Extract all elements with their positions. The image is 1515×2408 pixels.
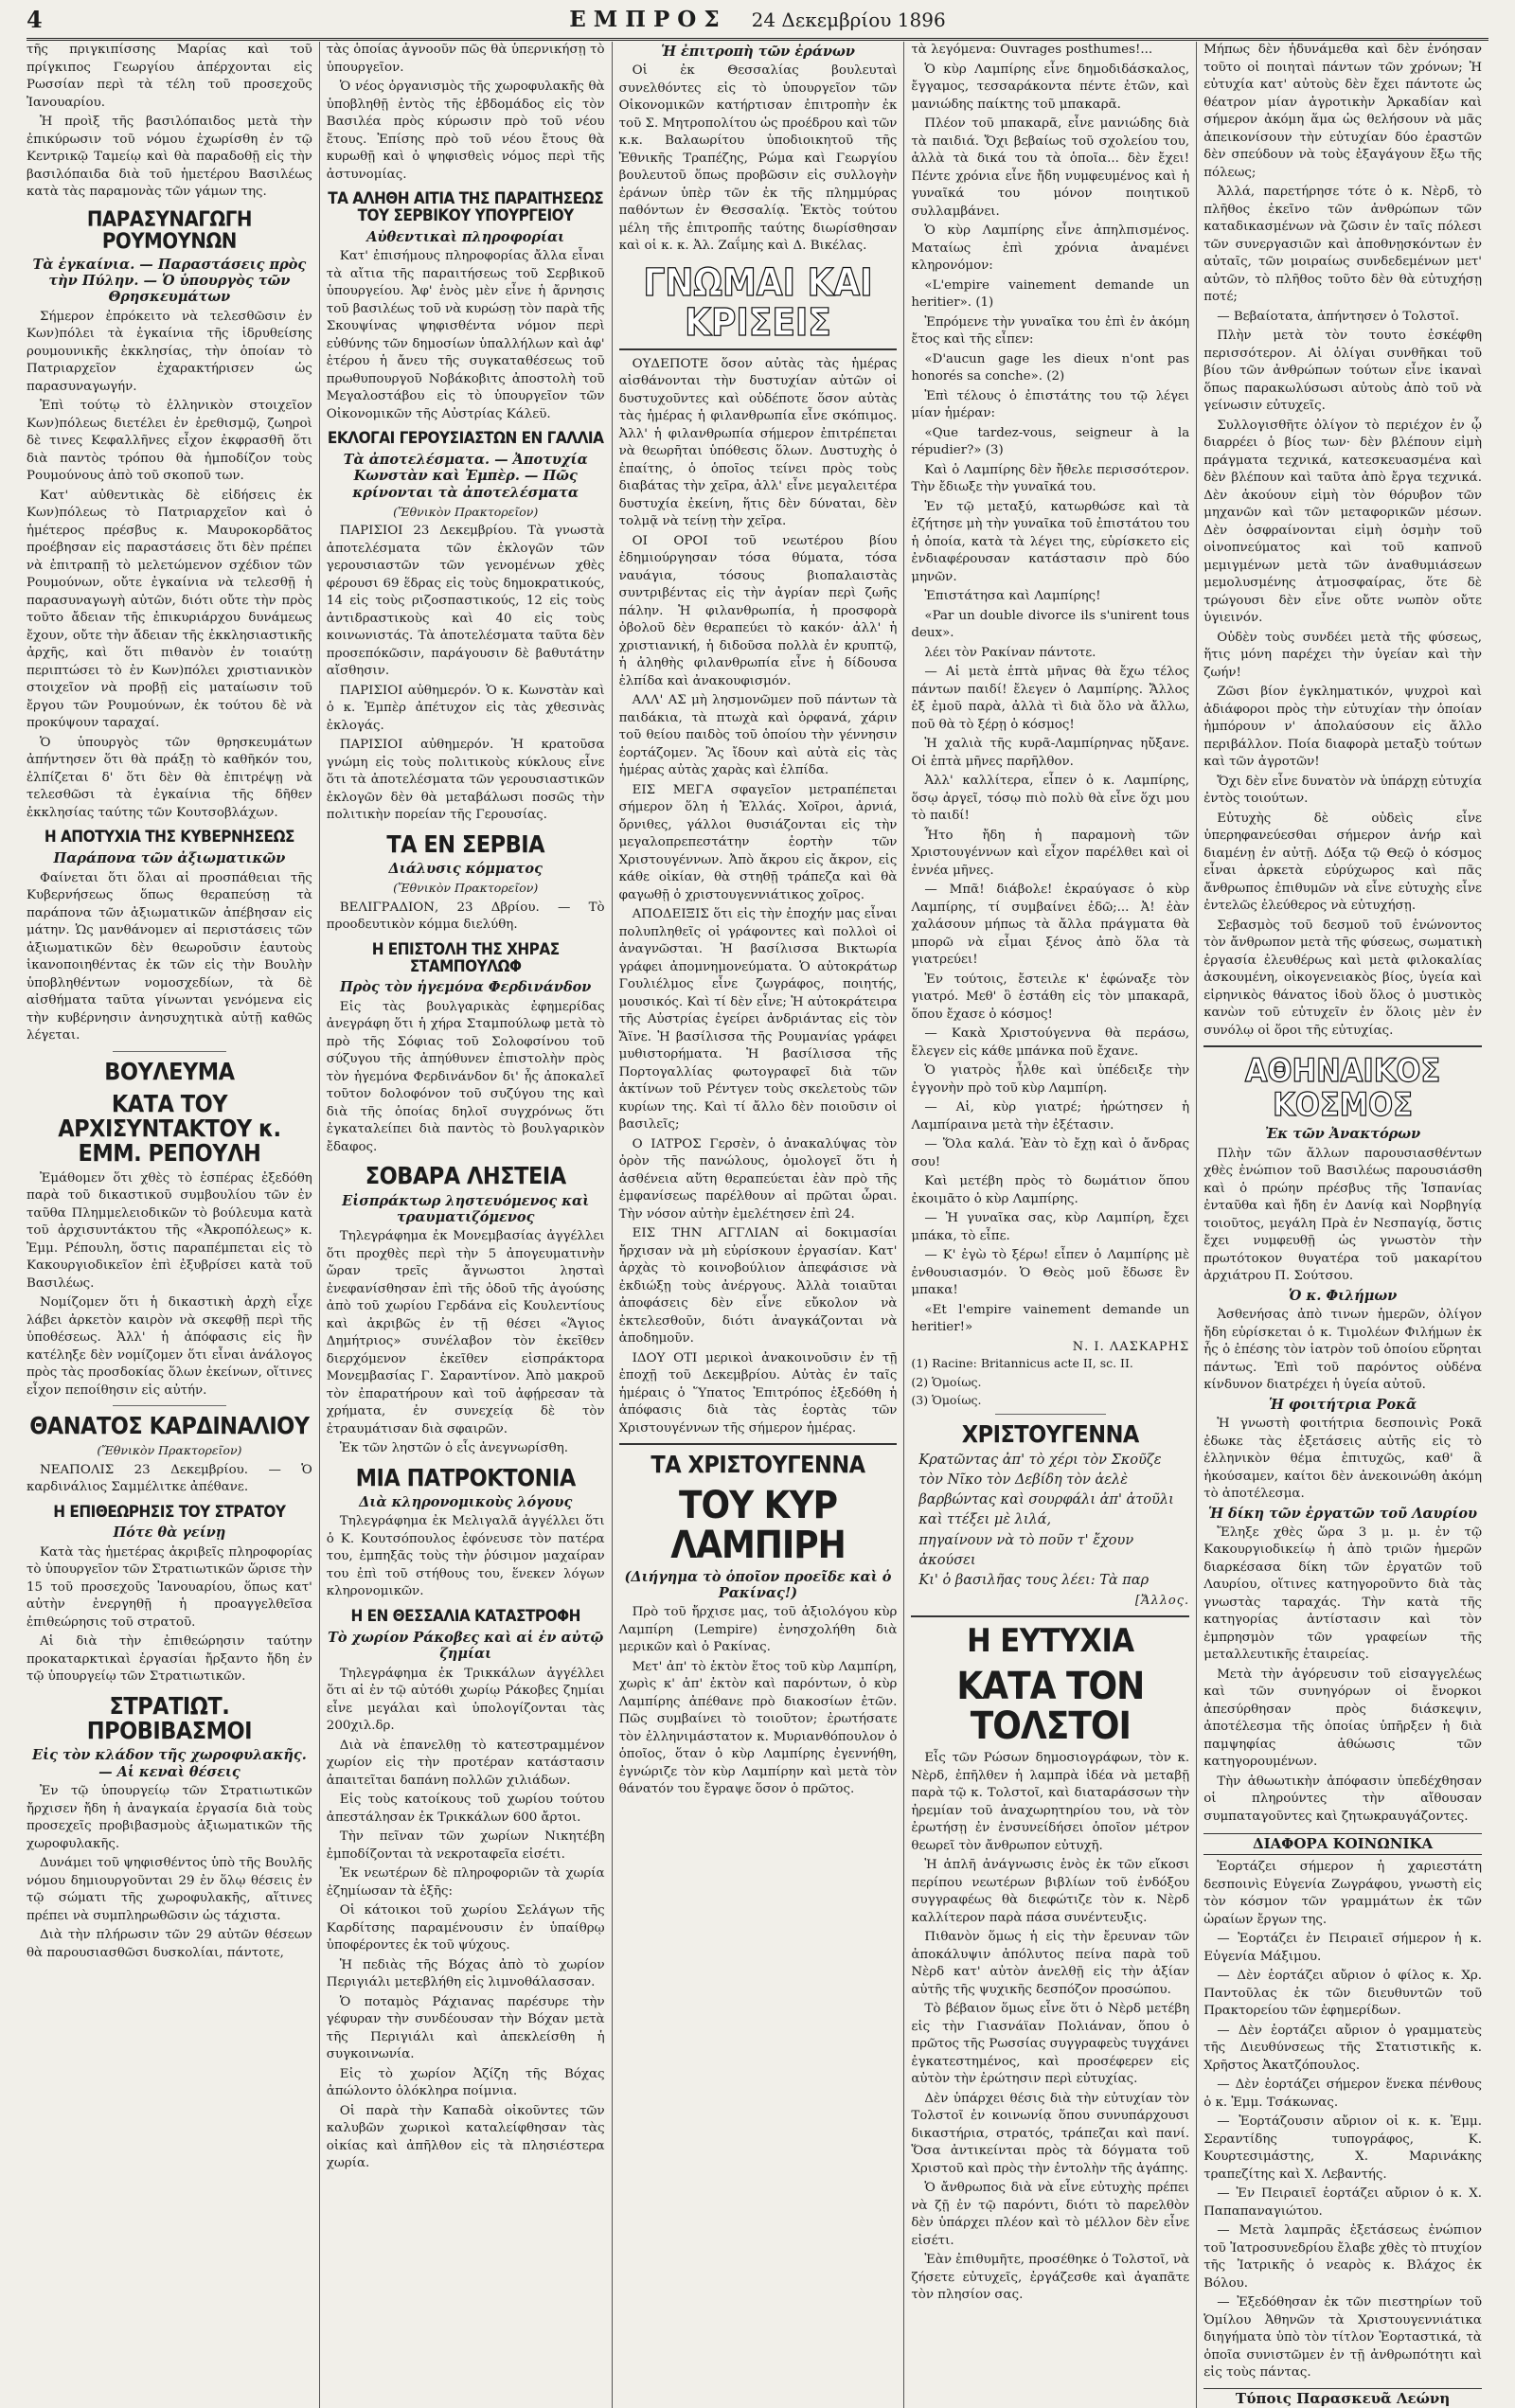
article-text: Ἐκ τῶν ληστῶν ὁ εἷς ἀνεγνωρίσθη.	[339, 1441, 568, 1456]
article-text: Μήπως δὲν ἠδυνάμεθα καὶ δὲν ἐνόησαν τοῦτο οἱ ποιηταὶ πάντων τῶν χρόνων; Ἡ εὐτυχία κατ' αὐτοὺς δὲν ἔχει πάντοτε ὡς θέατρον μίαν ἀγροτικὴν Ἀρκαδίαν καὶ σήμερον ἀκόμη ἅμα ὡς θελήσουν νὰ μᾶς ἀπεικονίσουν τὴν εὐτυχίαν δύο ἐραστῶν δὲν σπεύδουν νὰ τοὺς ἐξαγάγουν ἔξω τῆς πόλεως;	[1203, 43, 1482, 180]
subheadline: Ἡ φοιτήτρια Ροκᾶ	[1268, 1396, 1417, 1413]
article-text: Ἡ προὶξ τῆς βασιλόπαιδος μετὰ τὴν ἐπικύρωσιν τοῦ νόμου ἐχωρίσθη ἐν τῷ Κεντρικῷ Ταμείῳ καὶ θὰ παραδοθῇ εἰς τὴν βασιλόπαιδα διὰ τοῦ ἡμετέρου Βασιλέως κατὰ τὰς παραμονὰς τῶν γάμων της.	[27, 115, 312, 199]
article-text: Ἐπὶ τούτῳ τὸ ἑλληνικὸν στοιχεῖον Κων)πόλεως διετέλει ἐν ἐρεθισμῷ, ζωηροὶ δὲ τινες Κεφαλλῆνες εἶχον ἐκφρασθῆ ὅτι διὰ παντὸς τρόπου θὰ ἠμποδίζον τοὺς Ρουμούνους ἀπὸ τοῦ σκοποῦ των.	[27, 399, 312, 484]
article-text: Οὐδὲν τοὺς συνδέει μετὰ τῆς φύσεως, ἥτις μόνη παρέχει τὴν ὑγείαν καὶ τὴν ζωήν!	[1203, 630, 1482, 680]
subheadline: Εἰς τὸν κλάδον τῆς χωροφυλακῆς. — Αἱ κεναὶ θέσεις	[32, 1747, 307, 1780]
article-text: Συλλογισθῆτε ὀλίγον τὸ περιέχον ἐν ᾧ διαρρέει ὁ βίος των· δὲν βλέπουν εἰμὴ πράγματα τεχνικά, κατεσκευασμένα καὶ δὲν βλέπουν καὶ ταῦτα ἀπὸ ἔργα τεχνικά. Δὲν ἀκούουν εἰμὴ τὸν θόρυβον τῶν μηχανῶν καὶ τῶν μεταφορικῶν μέσων. Δὲν ὀσφραίνονται εἰμὴ ὀσμὴν τοῦ οἰνοπνεύματος καὶ τοῦ καπνοῦ μεμιγμένων μετὰ τῶν ἀναθυμιάσεων μεμολυσμένης ἀτμοσφαίρας, ὅτε δὲ τρώγουσι δὲν εἶνε οὔτε νωπὸν οὔτε ὑγιεινόν.	[1203, 418, 1482, 625]
article-text: τὰς ὁποίας ἀγνοοῦν πῶς θὰ ὑπερνικήσῃ τὸ ὑπουργεῖον.	[326, 43, 605, 75]
article-text: Ὁ ἄνθρωπος διὰ νὰ εἶνε εὐτυχὴς πρέπει νὰ ζῇ ἐν τῷ παρόντι, διότι τὸ παρελθὸν δὲν ὑπάρχει πλέον καὶ τὸ μέλλον δὲν εἶνε εἰσέτι.	[911, 2181, 1190, 2248]
newspaper-title: ΕΜΠΡΟΣ	[569, 6, 727, 32]
article-text: Ἔληξε χθὲς ὥρα 3 μ. μ. ἐν τῷ Κακουργιοδικείῳ ἡ ἀπὸ τριῶν ἡμερῶν διαρκέσασα δίκη τῶν ἐργατῶν τοῦ Λαυρίου, οἵτινες κατηγοροῦντο διὰ τὰς γνωστὰς ταραχάς. Τὴν κατὰ τῆς κατηγορίας ἀντίστασιν καὶ τὸν ἐμπρησμὸν τῶν γραφείων τῆς μεταλλευτικῆς ἑταιρείας.	[1203, 1525, 1482, 1663]
article-text: Ο ΙΑΤΡΟΣ Γερσὲν, ὁ ἀνακαλύψας τὸν ὀρὸν τῆς πανώλους, ὁμολογεῖ ὅτι ἡ ἀσθένεια αὕτη θεραπεύεται ἐὰν πρὸ τῆς ἐμφανίσεως παρέλθουν αἱ πρῶται ὧραι. Τὴν νόσον αὐτὴν ἐμελέτησεν ἐπὶ 24.	[618, 1136, 898, 1222]
columns	[27, 42, 1488, 2407]
article-text: Διὰ τὴν πλήρωσιν τῶν 29 αὐτῶν θέσεων θὰ παρουσιασθῶσι δυσκολίαι, πάντοτε,	[27, 1928, 312, 1960]
article-text: Εἰς τοὺς κατοίκους τοῦ χωρίου τούτου ἀπεστάλησαν ἐκ Τρικκάλων 600 ἄρτοι.	[326, 1793, 605, 1825]
article-text: «D'aucun gage les dieux n'ont pas honorés sa conche». (2)	[911, 351, 1190, 383]
masthead	[27, 0, 1488, 41]
article-text: Ἐπιστάτησα καὶ Λαμπίρης!	[924, 589, 1101, 603]
article-text: — Ἐξεδόθησαν ἐκ τῶν πιεστηρίων τοῦ Ὁμίλου Ἀθηνῶν τὰ Χριστουγεννιάτικα διηγήματα ὑπὸ τὸν τίτλον Ἑορταστικά, τὰ ὁποῖα συνιστῶμεν ἐν τῇ ἀνθρωπότητι καὶ εἰς τοὺς πάντας.	[1203, 2295, 1482, 2381]
subheadline: Ἡ δίκη τῶν ἐργατῶν τοῦ Λαυρίου	[1208, 1505, 1478, 1522]
article-text: — Ὅλα καλά. Ἐὰν τὸ ἔχῃ καὶ ὁ ἄνδρας σου!	[911, 1137, 1190, 1169]
article-text: Ἐν τούτοις, ἔστειλε κ' ἐφώναξε τὸν γιατρό. Μεθ' ὃ ἐστάθη εἰς τὸν μπακαρᾶ, ὅπου ἔχασε ὁ κόσμος!	[911, 972, 1190, 1022]
section-headline: ΑΘΗΝΑΙΚΟΣ ΚΟΣΜΟΣ	[1244, 1052, 1441, 1124]
article-text: ΠΑΡΙΣΙΟΙ αὐθημερόν. Ὁ κ. Κωνστὰν καὶ ὁ κ. Ἐμπὲρ ἀπέτυχον εἰς τὰς χθεσινὰς ἐκλογάς.	[326, 683, 605, 733]
article-text: Ἡ γνωστὴ φοιτήτρια δεσποινὶς Ροκᾶ ἐδωκε τὰς ἐξετάσεις αὐτῆς εἰς τὸ ἑλληνικὸν θέμα ἐπιτυχῶς, καθ' ἃ ἠκούσαμεν, καίτοι δὲν ἀνεκοινώθη ἀκόμη τὸ ἀποτέλεσμα.	[1203, 1417, 1482, 1502]
article-text: Πλὴν τῶν ἄλλων παρουσιασθέντων χθὲς ἐνώπιον τοῦ Βασιλέως παρουσιάσθη καὶ ὁ πρώην πρέσβυς τῆς Ἱσπανίας ἐνταῦθα καὶ ἤδη ἐν Δανίᾳ καὶ Νορβηγίᾳ τοιοῦτος, μεγάλη Πρὰ ἐν Νεσπαγίᾳ, ὅστις ἔχει νυμφευθῇ ὡς γνωστὸν τὴν πρωτότοκον θυγατέρα τοῦ μακαρίτου ἀρχιάτρου Π. Σούτσου.	[1203, 1146, 1482, 1284]
article-text: Εἰς τὸ χωρίον Ἀζίζη τῆς Βόχας ἀπώλοντο ὁλόκληρα ποίμνια.	[326, 2066, 605, 2099]
headline: Η ΕΠΙΘΕΩΡΗΣΙΣ ΤΟΥ ΣΤΡΑΤΟΥ	[53, 1502, 286, 1522]
article-text: τῆς πριγκιπίσσης Μαρίας καὶ τοῦ πρίγκιπος Γεωργίου ἀπέρχονται εἰς Ρωσσίαν περὶ τὰ τέλη τοῦ προσεχοῦς Ἰανουαρίου.	[27, 43, 312, 110]
article-text: — Μετὰ λαμπρᾶς ἐξετάσεως ἐνώπιον τοῦ Ἰατροσυνεδρίου ἔλαβε χθὲς τὸ πτυχίον τῆς Ἰατρικῆς ὁ νεαρὸς κ. Βλάχος ἐκ Βόλου.	[1203, 2223, 1482, 2291]
article-text: — Ἡ γυναῖκα σας, κὺρ Λαμπίρη, ἔχει μπάκα, τὸ εἶπε.	[911, 1211, 1190, 1243]
article-text: Ἀλλ' καλλίτερα, εἶπεν ὁ κ. Λαμπίρης, ὅσῳ ἀργεῖ, τόσῳ πιὸ πολὺ θὰ εἶνε ὅχι μου τὸ παιδί!	[911, 774, 1190, 823]
article-text: Ὁ κὺρ Λαμπίρης εἶνε δημοδιδάσκαλος, ἔγγαμος, τεσσαράκοντα πέντε ἐτῶν, καὶ μανιώδης παίκτης τοῦ μπακαρᾶ.	[911, 62, 1190, 112]
article-text: ΝΕΑΠΟΛΙΣ 23 Δεκεμβρίου. — Ὁ καρδινάλιος Σαμμέλιτκε ἀπέθανε.	[27, 1462, 312, 1495]
headline: ΤΑ ΧΡΙΣΤΟΥΓΕΝΝΑ	[651, 1451, 865, 1479]
footnote: (3) Ὁμοίως.	[911, 1392, 982, 1407]
article-text: — Ἑορτάζουσιν αὔριον οἱ κ. κ. Ἐμμ. Σεραντίδης τυπογράφος, Κ. Κουρτεσιμάστης, Χ. Μαρινάκης τραπεζίτης καὶ Χ. Λεβαντής.	[1203, 2114, 1482, 2182]
column-2	[319, 42, 612, 2408]
poem-line: τὸν Νῖκο τὸν Δεβίδη τὸν ἀελὲ	[918, 1472, 1129, 1489]
headline: ΔΙΑΦΟΡΑ ΚΟΙΝΩΝΙΚΑ	[1203, 1833, 1482, 1855]
headline: ΚΑΤΑ ΤΟΥ ΑΡΧΙΣΥΝΤΑΚΤΟΥ κ. ΕΜΜ. ΡΕΠΟΥΛΗ	[58, 1089, 281, 1168]
article-text: Τηλεγράφημα ἐκ Μελιγαλᾶ ἀγγέλλει ὅτι ὁ Κ. Κουτσόπουλος ἐφόνευσε τὸν πατέρα του, ἐμπηξᾶς τοὺς τὴν ῥύσιμον μαχαίραν του ἐπὶ τοῦ στήθους του, ἕνεκεν λόγων κληρονομικῶν.	[326, 1514, 605, 1599]
article-text: Καὶ ὁ Λαμπίρης δὲν ἤθελε περισσότερον. Τὴν ἔδιωξε τὴν γυναῖκά του.	[911, 462, 1190, 494]
footnote: (2) Ὁμοίως.	[911, 1374, 982, 1389]
article-text: ΟΙ ΟΡΟΙ τοῦ νεωτέρου βίου ἐδημιούργησαν τόσα θύματα, τόσα ναυάγια, τόσους βιοπαλαιστὰς συντριβέντας εἰς τὴν ἀγρίαν περὶ ζωῆς πάλην. Ἡ φιλανθρωπία, ἡ προσφορὰ ὀβολοῦ δὲν θεραπεύει τὸ κακόν· ἀλλ' ἡ χριστιανική, ἡ διδοῦσα πολλὰ ἐν κρυπτῷ, ἡ ἀληθὴς φιλανθρωπία εἶνε ἡ δίδουσα ἐλπίδα καὶ ἀνακουφισμόν.	[618, 533, 898, 688]
article-text: Πλέον τοῦ μπακαρᾶ, εἶνε μανιώδης διὰ τὰ παιδιά. Ὄχι βεβαίως τοῦ σχολείου του, ἀλλὰ τὰ δικά του τὰ ὁποῖα... δὲν ἔχει! Πέντε χρόνια εἶνε ἤδη νυμφευμένος καὶ ἡ γυναῖκά του μόνον ποιητικοῦ συλλαμβάνει.	[911, 116, 1190, 219]
headline: Η ΕΥΤΥΧΙΑ	[967, 1622, 1134, 1661]
article-text: ΙΔΟΥ ΟΤΙ μερικοὶ ἀνακοινοῦσιν ἐν τῇ ἐποχῇ τοῦ Δεκεμβρίου. Αὐτὰς ἐν ταῖς ἡμέραις ὁ Ὕπατος Ἐπιτρόπος ἐξεδόθη ἡ ἀπόφασις διὰ τὰς ἑορτὰς τῶν Χριστουγέννων τῆς σήμερον ἡμέρας.	[618, 1350, 898, 1436]
article-text: Ἐκ νεωτέρων δὲ πληροφοριῶν τὰ χωρία ἐζημίωσαν τὰ ἑξῆς:	[326, 1866, 605, 1899]
headline: Η ΕΝ ΘΕΣΣΑΛΙΑ ΚΑΤΑΣΤΡΟΦΗ	[350, 1606, 580, 1626]
headline: ΤΑ ΑΛΗΘΗ ΑΙΤΙΑ ΤΗΣ ΠΑΡΑΙΤΗΣΕΩΣ ΤΟΥ ΣΕΡΒΙΚΟΥ ΥΠΟΥΡΓΕΙΟΥ	[328, 189, 604, 225]
subheadline: Εἰσπράκτωρ ληστευόμενος καὶ τραυματιζόμενος	[342, 1192, 590, 1225]
headline: ΚΑΤΑ ΤΟΝ ΤΟΛΣΤΟΙ	[956, 1665, 1145, 1749]
article-text: Ὁ ποταμὸς Ράχιανας παρέσυρε τὴν γέφυραν τὴν συνδέουσαν τὴν Βόχαν μετὰ τῆς Περιγιάλι καὶ ἀπεκλείσθη ἡ συγκοινωνία.	[326, 1994, 605, 2062]
article-text: Τηλεγράφημα ἐκ Τρικκάλων ἀγγέλλει ὅτι αἱ ἐν τῷ αὐτόθι χωρίῳ Ράκοβες ζημίαι εἶνε μεγάλαι καὶ ὑπολογίζονται τὰς 200χιλ.δρ.	[326, 1666, 605, 1734]
article-text: «L'empire vainement demande un heritier». (1)	[911, 277, 1190, 310]
headline: ΕΚΛΟΓΑΙ ΓΕΡΟΥΣΙΑΣΤΩΝ ΕΝ ΓΑΛΛΙΑ	[327, 429, 604, 449]
article-text: Ὄχι δὲν εἶνε δυνατὸν νὰ ὑπάρχῃ εὐτυχία ἐντὸς τοιούτων.	[1203, 774, 1482, 806]
article-text: ΠΑΡΙΣΙΟΙ 23 Δεκεμβρίου. Τὰ γνωστὰ ἀποτελέσματα τῶν ἐκλογῶν τῶν γερουσιαστῶν τῶν γενομένων χθὲς φέρουσι 69 ἕδρας εἰς τοὺς δημοκρατικούς, 14 εἰς τοὺς ριζοσπαστικούς, 12 εἰς τοὺς ἀντιδραστικοὺς καὶ 40 εἰς τοὺς κοινωνιστάς. Τὰ ἀποτελέσματα ταῦτα δὲν προσεπόκῶσιν, παράγουσιν δὲ βαθυτάτην αἴσθησιν.	[326, 524, 605, 679]
article-text: «Par un double divorce ils s'unirent tous deux».	[911, 608, 1190, 640]
article-text: Αἱ διὰ τὴν ἐπιθεώρησιν ταύτην προκαταρκτικαὶ ἐργασίαι ἤρξαντο ἤδη ἐν τῷ ὑπουργείῳ τῶν Στρατιωτικῶν.	[27, 1634, 312, 1685]
headline: ΤΑ ΕΝ ΣΕΡΒΙΑ	[386, 829, 545, 858]
headline: ΜΙΑ ΠΑΤΡΟΚΤΟΝΙΑ	[355, 1463, 576, 1491]
subheadline: Παράπονα τῶν ἀξιωματικῶν	[53, 850, 286, 867]
article-text: Πλὴν μετὰ τὸν τουτο ἐσκέφθη περισσότερον. Αἱ ὀλίγαι συνθῆκαι τοῦ βίου τῶν ἀνθρώπων τούτων εἶνε ἱκαναὶ ὅπως παρακωλύσωσι αὐτοὺς ἀπὸ τοῦ νὰ γείνωσιν εὐτυχεῖς.	[1203, 329, 1482, 413]
article-text: Ἐν τῷ μεταξύ, κατωρθώσε καὶ τὰ ἐζήτησε μὴ τὴν γυναῖκα τοῦ ἐπιστάτου του ἡ ὁποία, κατὰ τὰ λέγει της, εὑρίσκετο εἰς ἐνδιαφέρουσαν κατάστασιν πρὸ δύο μηνῶν.	[911, 499, 1190, 584]
issue-date: 24 Δεκεμβρίου 1896	[751, 8, 946, 31]
article-text: — Βεβαίοτατα, ἀπήντησεν ὁ Τολστοῖ.	[1217, 309, 1459, 324]
article-text: — Μπᾶ! διάβολε! ἐκραύγασε ὁ κὺρ Λαμπίρης, τί συμβαίνει ἐδῶ;... Ἀ! ἐὰν χαλάσουν μήπως τὰ ἄλλα πράγματα θὰ μπορῶ νὰ εἶμαι ξένος ἀπὸ ὅλα τὰ γιατρεύει!	[911, 883, 1190, 967]
article-text: Σεβασμὸς τοῦ δεσμοῦ τοῦ ἑνώνοντος τὸν ἄνθρωπον μετὰ τῆς φύσεως, σωματικὴ ἐργασία ἐλευθέρως καὶ μετὰ φιλοκαλίας ἀσκουμένη, οἰκογενειακὸς βίος, ὑγεία καὶ εἰρηνικὸς θάνατος ἰδοὺ ὅλος ὁ μυστικὸς κανὼν τοῦ εὐτυχεῖν ἐν ὅλοις μὲν ἐν συνόλῳ οἱ ὅροι τῆς εὐτυχίας.	[1203, 918, 1482, 1038]
article-text: — Δὲν ἑορτάζει σήμερον ἕνεκα πένθους ὁ κ. Ἐμμ. Τσάκωνας.	[1203, 2078, 1482, 2110]
article-text: Τὸ βέβαιον ὅμως εἶνε ὅτι ὁ Νὲρδ μετέβη εἰς τὴν Γιασνάϊαν Πολιάναν, ὅπου ὁ πρῶτος τῆς Ρωσσίας συγγραφεὺς τυγχάνει ἐγκατεστημένος, καὶ προσέφερεν εἰς αὐτὸν τὴν ἐρώτησιν περὶ εὐτυχίας.	[911, 2002, 1190, 2087]
article-text: ΒΕΛΙΓΡΑΔΙΟΝ, 23 Δβρίου. — Τὸ προοδευτικὸν κόμμα διελύθη.	[326, 900, 605, 933]
article-text: Πρὸ τοῦ ἤρχισε μας, τοῦ ἀξιολόγου κὺρ Λαμπίρη (Lempire) ἐνησχολήθη διὰ μερικῶν καὶ ὁ Ρακίνας.	[618, 1605, 898, 1655]
article-text: ΠΑΡΙΣΙΟΙ αὐθημερόν. Ἡ κρατοῦσα γνώμη εἰς τοὺς πολιτικοὺς κύκλους εἶνε ὅτι τὰ ἀποτελέσματα τῶν γερουσιαστικῶν ἐκλογῶν δὲν θὰ μεταβάλωσι ποσῶς τὴν πολιτικὴν πορείαν τῆς Γερουσίας.	[326, 738, 605, 823]
article-text: Τὴν πεῖναν τῶν χωρίων Νικητέβη ἐμποδίζονται τὰ νεκροταφεῖα εἰσέτι.	[326, 1829, 605, 1862]
headline: ΠΑΡΑΣΥΝΑΓΩΓΗ ΡΟΥΜΟΥΝΩΝ	[86, 207, 252, 254]
author-signature: Ν. Ι. ΛΑΣΚΑΡΗΣ	[1072, 1339, 1190, 1354]
column-1	[27, 42, 319, 2408]
article-text: Ἑορτάζει σήμερον ἡ χαριεστάτη δεσποινὶς Εὐγενία Ζωγράφου, γνωστὴ εἰς τὸν κόσμον τῶν γραμμάτων ἐκ τῶν ὡραίων ἔργων της.	[1203, 1860, 1482, 1927]
article-text: Ἀσθενήσας ἀπὸ τινων ἡμερῶν, ὀλίγον ἤδη εὑρίσκεται ὁ κ. Τιμολέων Φιλήμων ἐκ ἧς ὁ ἐπέσης τὸν ἰατρὸν τοῦ ὁποίου εὕρηται πάντως. Ἐπὶ τοῦ παρόντος οὐδένα κίνδυνον διατρέχει ἡ ὑγεία αὐτοῦ.	[1203, 1308, 1482, 1393]
poem-line: Κι' ὁ βασιλῆας τους λέει: Τὰ παρ	[918, 1572, 1150, 1588]
article-text: Ἀλλά, παρετήρησε τότε ὁ κ. Νὲρδ, τὸ πλῆθος ἐκεῖνο τῶν ἀνθρώπων τῶν καταδικασμένων νὰ ζῶσιν ἐν ταῖς πόλεσι τῶν συνεργασιῶν καὶ ἀποθνῃσκόντων ἐν αὐταῖς, τῶν μοιραίως συνδεδεμένων μετ' αὐτῶν, τὸ πλῆθος τοῦτο δὲν θὰ εὐτυχήσῃ ποτέ;	[1203, 185, 1482, 304]
article-text: Οἱ κάτοικοι τοῦ χωρίου Σελάγων τῆς Καρδίτσης παραμένουσιν ἐν ὑπαίθρῳ ὑποφέροντες ἐκ τοῦ ψύχους.	[326, 1903, 605, 1953]
subheadline: Ἡ ἐπιτροπὴ τῶν ἐράνων	[661, 44, 855, 60]
subheadline: Τὸ χωρίον Ράκοβες καὶ αἱ ἐν αὐτῷ ζημίαι	[328, 1629, 604, 1663]
headline: Η ΕΠΙΣΤΟΛΗ ΤΗΣ ΧΗΡΑΣ ΣΤΑΜΠΟΥΛΩΦ	[371, 939, 560, 976]
page-number: 4	[27, 5, 43, 33]
article-text: τὰ λεγόμενα: Ouvrages posthumes!...	[911, 43, 1153, 57]
subheadline: (Διήγημα τὸ ὁποῖον προεῖδε καὶ ὁ Ρακίνας!)	[624, 1568, 892, 1602]
article-text: Πιθανὸν ὅμως ἡ εἰς τὴν ἔρευναν τῶν ἀποκάλυψιν ἀπόλυτος πείνα παρὰ τοῦ Νὲρδ κατ' αὐτὸν ἀνελθῇ εἰς τὴν ἀξίαν αὐτῆς τῆς ψυχικῆς δεσπόζον προσώπου.	[911, 1930, 1190, 1997]
article-text: Μετὰ τὴν ἀγόρευσιν τοῦ εἰσαγγελέως καὶ τῶν συνηγόρων οἱ ἔνορκοι ἀπεσύρθησαν πρὸς διάσκεψιν, ἀποτέλεσμα τῆς ὁποίας ὑπῆρξεν ἡ διὰ παμψηφίας ἀθώωσις τῶν κατηγορουμένων.	[1203, 1667, 1482, 1770]
article-text: Ὁ νέος ὀργανισμὸς τῆς χωροφυλακῆς θὰ ὑποβληθῇ ἐντὸς τῆς ἑβδομάδος εἰς τὸν Βασιλέα πρὸς κύρωσιν πρὸ τοῦ νέου ἔτους. Ἐπίσης πρὸ τοῦ νέου ἔτους θὰ κυρωθῇ καὶ ὁ ψηφισθεὶς νόμος περὶ τῆς ἀστυνομίας.	[326, 80, 605, 182]
article-text: — Αἱ μετὰ ἑπτὰ μῆνας θὰ ἔχω τέλος πάντων παιδί! ἔλεγεν ὁ Λαμπίρης. Ἄλλος ἐξ ἐμοῦ παρὰ, ἀλλὰ τὶ διὰ ὅλο νὰ ἄλλω, ποῦ θὰ τὸ ξέρῃ ὁ κόσμος!	[911, 665, 1190, 732]
article-text: — Δὲν ἑορτάζει αὔριον ὁ γραμματεὺς τῆς Διευθύνσεως τῆς Στατιστικῆς κ. Χρῆστος Ἀκατζόπουλος.	[1203, 2023, 1482, 2073]
news-source: (Ἔθνικὸν Πρακτορεῖον)	[393, 881, 539, 896]
article-text: Οἱ ἐκ Θεσσαλίας βουλευταὶ συνελθόντες εἰς τὸ ὑπουργεῖον τῶν Οἰκονομικῶν κατήρτισαν ἐπιτροπὴν ἐκ τοῦ Σ. Μητροπολίτου ὡς προέδρου καὶ τῶν κ.κ. Βαλαωρίτου ὑποδιοικητοῦ τῆς Ἐθνικῆς Τραπέζης, Ρώμα καὶ Γεωργίου βουλευτοῦ ὅπως προβῶσιν εἰς συλλογὴν ἐράνων ὑπὲρ τῶν ἐκ τῆς πλημμύρας παθόντων ἐν Θεσσαλίᾳ. Ἐκτὸς τούτου μέλη τῆς ἐπιτροπῆς ταύτης διωρίσθησαν καὶ οἱ κ. κ. Ἀλ. Ζαΐμης καὶ Δ. Βικέλας.	[618, 63, 898, 254]
article-text: Ἐν τῷ ὑπουργείῳ τῶν Στρατιωτικῶν ἤρχισεν ἤδη ἡ ἀναγκαία ἐργασία διὰ τοὺς προσεχεῖς προβιβασμοὺς ἀξιωματικῶν τῆς χωροφυλακῆς.	[27, 1784, 312, 1851]
article-text: Ἡ πεδιὰς τῆς Βόχας ἀπὸ τὸ χωρίον Περιγιάλι μετεβλήθη εἰς λιμνοθάλασσαν.	[326, 1957, 605, 1990]
article-text: Ἡ χαλιὰ τῆς κυρᾶ-Λαμπίρηνας ηὔξανε. Οἱ ἑπτὰ μῆνες παρῆλθον.	[911, 737, 1190, 769]
article-text: «Que tardez-vous, seigneur à la répudier?» (3)	[911, 425, 1190, 457]
subheadline: Ὁ κ. Φιλήμων	[1288, 1287, 1398, 1304]
article-text: Κατὰ τὰς ἡμετέρας ἀκριβεῖς πληροφορίας τὸ ὑπουργεῖον τῶν Στρατιωτικῶν ὥρισε τὴν 15 τοῦ προσεχοῦς Ἰανουαρίου, ὅπως κατ' αὐτὴν ἐνεργηθῇ ἡ προαγγελθεῖσα ἐπιθεώρησις τοῦ στρατοῦ.	[27, 1544, 312, 1630]
article-text: — Κ' ἐγὼ τὸ ξέρω! εἶπεν ὁ Λαμπίρης μὲ ἐνθουσιασμόν. Ὁ Θεὸς μοῦ ἔδωσε ἓν μπακα!	[911, 1248, 1190, 1297]
section-headline: ΓΝΩΜΑΙ ΚΑΙ ΚΡΙΣΕΙΣ	[643, 260, 873, 345]
article-text: Δυνάμει τοῦ ψηφισθέντος ὑπὸ τῆς Βουλῆς νόμου δημιουργοῦνται 29 ἐν ὅλῳ θέσεις ἐν τῷ σώματι τῆς χωροφυλακῆς, αἵτινες πρέπει νὰ συμπληρωθῶσιν ὡς τάχιστα.	[27, 1856, 312, 1923]
article-text: — Αἱ, κὺρ γιατρέ; ἠρώτησεν ἡ Λαμπίραινα μετὰ τὴν ἐξέτασιν.	[911, 1100, 1190, 1133]
article-text: Καὶ μετέβη πρὸς τὸ δωμάτιον ὅπου ἐκοιμᾶτο ὁ κὺρ Λαμπίρης.	[911, 1174, 1190, 1206]
masthead-title-block	[83, 7, 1432, 32]
article-text: Νομίζομεν ὅτι ἡ δικαστικὴ ἀρχὴ εἶχε λάβει ἀρκετὸν καιρὸν νὰ σκεφθῇ περὶ τῆς ὑποθέσεως. Ἀλλ' ἡ ἀπόφασις εἰς ἣν κατέληξε δὲν νομίζομεν ὅτι εἶναι ἀνάλογος πρὸς τὰς προσδοκίας ὅλων ἐκείνων, οἵτινες εἶχον πεποίθησιν εἰς αὐτήν.	[27, 1295, 312, 1398]
poem-line: πηγαίνουν νὰ τὸ ποῦν τ' ἔχουν ἀκούσει	[918, 1532, 1134, 1568]
poem-line: καὶ ττέξει μὲ λιλά,	[918, 1512, 1052, 1528]
article-text: ΑΛΛ' ΑΣ μὴ λησμονῶμεν ποῦ πάντων τὰ παιδάκια, τὰ πτωχὰ καὶ ὀρφανά, χάριν τοῦ θείου παιδὸς τοῦ ὁποίου τὴν γέννησιν ἑορτάζομεν. Ἂς ἴδουν καὶ αὐτὰ εἰς τὰς ἡμέρας αὐτὰς χαρὰς καὶ ἐλπίδα.	[618, 693, 898, 778]
news-source: (Ἔθνικὸν Πρακτορεῖον)	[97, 1443, 242, 1458]
article-text: Ὁ γιατρὸς ἦλθε καὶ ὑπέδειξε τὴν ἐγγονὴν πρὸ τοῦ κὺρ Λαμπίρη.	[911, 1063, 1190, 1096]
poem-line: βαρβώντας καὶ σουρφάλι ἀπ' ἀτοῦλι	[918, 1492, 1174, 1508]
poem	[911, 1451, 1189, 1610]
column-5	[1196, 42, 1488, 2408]
subheadline: Διὰ κληρονομικοὺς λόγους	[359, 1494, 573, 1511]
article-text: — Κακὰ Χριστούγεννα θὰ περάσω, ἔλεγεν εἰς κάθε μπάνκα ποῦ ἔχανε.	[911, 1026, 1190, 1059]
headline: ΘΑΝΑΤΟΣ ΚΑΡΔΙΝΑΛΙΟΥ	[29, 1412, 310, 1440]
article-text: ΕΙΣ ΜΕΓΑ σφαγεῖον μετραπέπεται σήμερον ὅλη ἡ Ἑλλάς. Χοῖροι, ἀρνιά, ὄρνιθες, γάλλοι θυσιάζονται εἰς τὴν μεγαλοπρεπεστάτην ἑορτὴν τῶν Χριστουγέννων. Ἀπὸ ἄκρου εἰς ἄκρον, εἰς κάθε οἰκίαν, θὰ στηθῇ τράπεζα καὶ θὰ φαγωθῇ ὁ χριστουγεννιάτικος χοῖρος.	[618, 782, 898, 902]
article-text: — Ἑορτάζει ἐν Πειραιεῖ σήμερον ἡ κ. Εὐγενία Μάξιμου.	[1203, 1932, 1482, 1964]
article-text: Ὁ ὑπουργὸς τῶν θρησκευμάτων ἀπήντησεν ὅτι θὰ πράξῃ τὸ καθῆκόν του, ἐλπίζεται δ' ὅτι δὲν θὰ ἐπιτρέψῃ νὰ τελεσθῶσι τὰ ἐγκαίνια τῆς δῆθεν ἐκκλησίας ταύτης τῶν Κουτσοβλάχων.	[27, 735, 312, 820]
article-text: Ζῶσι βίον ἐγκληματικόν, ψυχροὶ καὶ ἀδιάφοροι πρὸς τὴν εὐτυχίαν τὴν ὁποίαν ἠμπόρουν ν' ἀπολαύσουν εἰς ἄλλο περιβάλλον. Ποία διαφορὰ μεταξὺ τούτων καὶ τῶν ἀγροτῶν!	[1203, 685, 1482, 769]
subheadline: Πρὸς τὸν ἡγεμόνα Φερδινάνδον	[340, 979, 592, 996]
poem-line: Κρατῶντας ἀπ' τὸ χέρι τὸν Σκοῦζε	[918, 1453, 1162, 1469]
article-text: Κατ' ἐπισήμους πληροφορίας ἄλλα εἶναι τὰ αἴτια τῆς παραιτήσεως τοῦ Σερβικοῦ ὑπουργείου. Ἀφ' ἑνὸς μὲν εἶνε ἡ ἄρνησις τοῦ βασιλέως τοῦ νὰ κυρώσῃ τὸν παρὰ τῆς Σκουψίνας ψηφισθέντα νόμον περὶ εὐθύνης τῶν δημοσίων ὑπαλλήλων καὶ ἀφ' ἑτέρου ἡ ἄνευ τῆς συγκαταθέσεως τοῦ πρωθυπουργοῦ Νοβάκοβιτς ἀποστολὴ τοῦ Μεγαλοστάβου εἰς τὸ ὑπουργεῖον τῶν Οἰκονομικῶν τῆς Αὐστρίας Κάλεϋ.	[326, 249, 605, 421]
subheadline: Αὐθεντικαὶ πληροφορίαι	[366, 228, 565, 245]
column-4	[903, 42, 1196, 2408]
subheadline: Τὰ ἀποτελέσματα. — Ἀποτυχία Κωνστὰν καὶ Ἐμπὲρ. — Πῶς κρίνονται τὰ ἀποτελέσματα	[343, 451, 588, 501]
headline: ΣΟΒΑΡΑ ΛΗΣΤΕΙΑ	[365, 1162, 566, 1190]
footnote: (1) Racine: Britannicus acte II, sc. II.	[911, 1356, 1133, 1371]
printer-imprint: Τύποις Παρασκευᾶ Λεώνη	[1203, 2388, 1482, 2408]
article-text: Ἡ ἁπλῆ ἀνάγνωσις ἑνὸς ἐκ τῶν εἴκοσι περίπου νεωτέρων βιβλίων τοῦ ἐνδόξου συγγραφέως θὰ διεφώτιζε τὸν κ. Νὲρδ καλλίτερον παρὰ πάσα συνέντευξις.	[911, 1858, 1190, 1925]
poem-signature: [Ἄλλος.	[1134, 1593, 1190, 1608]
subheadline: Ἐκ τῶν Ἀνακτόρων	[1265, 1126, 1421, 1143]
news-source: (Ἔθνικὸν Πρακτορεῖον)	[393, 505, 539, 520]
article-text: — Ἐν Πειραιεῖ ἑορτάζει αὔριον ὁ κ. Χ. Παπαπαναγιώτου.	[1203, 2186, 1482, 2219]
article-text: Κατ' αὐθεντικὰς δὲ εἰδήσεις ἐκ Κων)πόλεως τὸ Πατριαρχεῖον καὶ ὁ ἡμέτερος πρέσβυς κ. Μαυροκορδᾶτος προέβησαν εἰς παραστάσεις ὅτι δὲν πρέπει νὰ ἐπιτραπῇ τὸ μελετώμενον σχέδιον τῶν Ρουμούνων, οὔτε ἐγκαίνια νὰ τελεσθῇ ἡ παρασυναγωγὴ αὐτῶν, διότι οὔτε τὴν πρὸς τοῦτο ἄδειαν τῆς ἐπικυριάρχου δυνάμεως ἔχουν, οὔτε τὴν ἄδειαν τῆς ἐκκλησιαστικῆς ἀρχῆς, καὶ ὅτι πιθανὸν ἐν τοιαύτῃ περιπτώσει τὸ ἐν Κων)πόλει χριστιανικὸν στοιχεῖον νὰ προβῇ εἰς ματαίωσιν τοῦ ἔργου τῶν Ρουμούνων, ἐκ τούτου δὲ νὰ προκύψουν ταραχαί.	[27, 488, 312, 731]
article-text: Τηλεγράφημα ἐκ Μονεμβασίας ἀγγέλλει ὅτι προχθὲς περὶ τὴν 5 ἀπογευματινὴν ὥραν τρεῖς ἄγνωστοι λησταὶ ἐνεφανίσθησαν ἐπὶ τῆς ὁδοῦ τῆς ἀγούσης ἀπὸ τοῦ χωρίου Γερδάνα εἰς Κουλεντίους καὶ ἀκριβῶς ἐν τῇ θέσει «Ἅγιος Δημήτριος» συνέλαβον τὸν ἐκεῖθεν διερχόμενον ἐκεῖθεν εἰσπράκτορα Μονεμβασίας Γ. Σαραντίνον. Ἀπὸ μακροῦ τὸν ἐπαρατήρουν καὶ τοῦ ἀφῄρεσαν τὰ χρήματα, ἐν συνεχείᾳ δὲ τὸν ἐτραυμάτισαν διὰ σφαιρῶν.	[326, 1229, 605, 1436]
headline: Η ΑΠΟΤΥΧΙΑ ΤΗΣ ΚΥΒΕΡΝΗΣΕΩΣ	[44, 828, 294, 847]
article-text: Εἷς τῶν Ρώσων δημοσιογράφων, τὸν κ. Νὲρδ, ἐπῆλθεν ἡ λαμπρὰ ἰδέα νὰ μεταβῇ παρὰ τῷ κ. Τολστοῖ, καὶ διαταράσσων τὴν ἠρεμίαν τοῦ ἀναχωρητηρίου του, νὰ τὸν ἐρωτήσῃ ἐν ἐνσυνείδήσει ὁποῖον μέτρον θεωρεῖ τὸν ἄνθρωπον εὐτυχῆ.	[911, 1751, 1190, 1853]
headline: ΒΟΥΛΕΥΜΑ	[104, 1057, 235, 1085]
headline: ΣΤΡΑΤΙΩΤ. ΠΡΟΒΙΒΑΣΜΟΙ	[86, 1691, 252, 1745]
article-text: Ἐμάθομεν ὅτι χθὲς τὸ ἑσπέρας ἐξεδόθη παρὰ τοῦ δικαστικοῦ συμβουλίου τῶν ἐν ταῦθα Πλημμελειοδικῶν τὸ βούλευμα κατὰ τοῦ ἀρχισυντάκτου τῆς «Ἀκροπόλεως» κ. Ἐμμ. Ρέπουλη, ὅστις παραπέμπεται εἰς τὸ Κακουργιοδικεῖον ἐπὶ ἐξυβρίσει κατὰ τοῦ Βασιλέως.	[27, 1170, 312, 1291]
article-text: Ὁ κὺρ Λαμπίρης εἶνε ἀπηλπισμένος. Ματαίως ἐπὶ χρόνια ἀναμένει κληρονόμον:	[911, 223, 1190, 273]
column-3	[612, 42, 904, 2408]
article-text: Ἐπὶ τέλους ὁ ἐπιστάτης του τῷ λέγει μίαν ἡμέραν:	[911, 388, 1190, 420]
headline: ΤΟΥ ΚΥΡ ΛΑΜΠΙΡΗ	[670, 1483, 846, 1567]
article-text: — Δὲν ἑορτάζει αὔριον ὁ φίλος κ. Χρ. Παντοῦλας ἐκ τῶν διευθυντῶν τοῦ Πρακτορείου τῶν ἐφημερίδων.	[1203, 1969, 1482, 2019]
article-text: ΟΥΔΕΠΟΤΕ ὅσον αὐτὰς τὰς ἡμέρας αἰσθάνονται τὴν δυστυχίαν αὐτῶν οἱ δυστυχοῦντες καὶ οὐδέποτε ὅσον αὐτὰς τὰς ἡμέρας ἡ φιλανθρωπία εἶνε σκόπιμος. Ἀλλ' ἡ φιλανθρωπία σήμερον ἐπιτρέπεται νὰ θεωρῆται ὑπόθεσις ὅλων. Δυστυχὴς ὁ ἐπαίτης, ὁ ὁποῖος τείνει πρὸς τοὺς διαβάτας τὴν χεῖρα, ἀλλ' εἶνε μεγαλειτέρα δυστυχία ἐκείνη, ἥτις δὲν δύναται, δὲν τολμᾷ νὰ τείνῃ τὴν χεῖρα.	[618, 356, 898, 529]
article-text: Μετ' ἀπ' τὸ ἑκτὸν ἕτος τοῦ κὺρ Λαμπίρη, χωρὶς κ' ἀπ' ἐκτὸν καὶ παρόντων, ὁ κὺρ Λαμπίρης ἀπέθανε πρὸ διακοσίων ἐτῶν. Πῶς συμβαίνει τὸ τοιοῦτον; ἐρωτήσατε τὸν ἐλληνιμάστατον κ. Μυριανθόπουλον ὁ ὁποῖος, ὅταν ὁ κὺρ Λαμπίρης ἐγεννήθη, ἐγνώριζε τὸν κὺρ Λαμπίρην καὶ μετὰ τὸν θάνατόν του ἔγραψε ὅσον ὁ πρῶτος.	[618, 1659, 898, 1797]
article-text: Δὲν ὑπάρχει θέσις διὰ τὴν εὐτυχίαν τὸν Τολστοῖ ἐν κοινωνίᾳ ὅπου συνυπάρχουσι δικαστήρια, στρατός, τράπεζαι καὶ πανί. Ὅσα ἀντικείνται πρὸς τὰ δόγματα τοῦ Χριστοῦ καὶ πρὸς τὴν ἐντολὴν τῆς ἀγάπης.	[911, 2091, 1190, 2176]
article-text: Ἦτο ἤδη ἡ παραμονὴ τῶν Χριστουγέννων καὶ εἶχον παρέλθει καὶ οἱ ἐννέα μῆνες.	[911, 828, 1190, 878]
article-text: Σήμερον ἐπρόκειτο νὰ τελεσθῶσιν ἐν Κων)πόλει τὰ ἐγκαίνια τῆς ἱδρυθείσης ρουμουνικῆς ἐκκλησίας, τὴν ὁποίαν τὸ Πατριαρχεῖον ἐχαρακτήρισεν ὡς παρασυναγωγήν.	[27, 309, 312, 394]
article-text: Ἐπρόμενε τὴν γυναῖκα του ἐπὶ ἐν ἀκόμη ἔτος καὶ τῆς εἶπεν:	[911, 314, 1190, 347]
article-text: Ἐὰν ἐπιθυμῆτε, προσέθηκε ὁ Τολστοῖ, νὰ ζήσετε εὐτυχεῖς, ἐργάζεσθε καὶ ἀγαπᾶτε τὸν πλησίον σας.	[911, 2253, 1190, 2303]
article-text: «Et l'empire vainement demande un heritier!»	[911, 1302, 1190, 1334]
article-text: Εἰς τὰς βουλγαρικὰς ἐφημερίδας ἀνεγράφη ὅτι ἡ χήρα Σταμπούλωφ μετὰ τὸ πρὸ τῆς Σόφιας τοῦ Σολοφσίνου τοῦ σύζυγου τῆς ἀπηύθυνεν ἐπιστολὴν πρὸς τὸν ἡγεμόνα Φερδινάνδον δι' ἧς ἀποκαλεῖ τοῦτον δολοφόνον τοῦ συζύγου της καὶ διὰ τῆς ὁποίας δηλοῖ συγχρόνως ὅτι ἐγκαταλείπει διὰ παντὸς τὸ βουλγαρικὸν ἔδαφος.	[326, 999, 605, 1154]
article-text: Εὐτυχὴς δὲ οὐδεὶς εἶνε ὑπερηφανεύεσθαι σήμερον ἀνήρ καὶ διαμένῃ ἐν αὐτῇ. Δόξα τῷ Θεῷ ὁ κόσμος εἶναι ἀρκετὰ εὐρύχωρος καὶ πᾶς ἄνθρωπος ἐπιθυμῶν νὰ εἶνε εὐτυχὴς εἶνε ἐντελῶς ἐλεύθερος νὰ εὐτυχήσῃ.	[1203, 811, 1482, 913]
article-text: Φαίνεται ὅτι ὅλαι αἱ προσπάθειαι τῆς Κυβερνήσεως ὅπως θεραπεύσῃ τὰ παράπονα τῶν ἀξιωματικῶν ἀπέβησαν εἰς μάτην. Ὡς μανθάνομεν αἱ περιστάσεις τῶν ἀξιωματικῶν δὲν θεωροῦσιν ἑαυτοὺς ἱκανοποιηθέντας ἐκ τῶν εἰς τὴν Βουλὴν ὑποβληθέντων νομοσχεδίων, τὰ δὲ αἰσθήματα ταῦτα γίνωνται γενόμενα εἰς τὴν κυβέρνησιν ἀνησυχητικὰ αὐτῇ καθῶς λέγεται.	[27, 870, 312, 1043]
subheadline: Διάλυσις κόμματος	[388, 861, 543, 878]
subheadline: Πότε θὰ γείνῃ	[113, 1525, 226, 1542]
subheadline: Τὰ ἐγκαίνια. — Παραστάσεις πρὸς τὴν Πύλην. — Ὁ ὑπουργὸς τῶν Θρησκευμάτων	[32, 256, 307, 306]
article-text: ΕΙΣ ΤΗΝ ΑΓΓΛΙΑΝ αἱ δοκιμασίαι ἤρχισαν νὰ μὴ εὑρίσκουν ἐργασίαν. Κατ' ἀρχὰς τὸ κοινοβούλιον ἀπεφάσισε νὰ ἐκδιώξῃ τοὺς ἀνέργους. Ἀλλὰ τοιαῦται ἀποφάσεις δὲν εἶνε εὔκολον νὰ ἐκτελεσθοῦν, διότι ἀναγκάζονται νὰ ἀποδημοῦν.	[618, 1226, 898, 1347]
article-text: Τὴν ἀθωωτικὴν ἀπόφασιν ὑπεδέχθησαν οἱ πληρούντες τὴν αἴθουσαν συμπαταγοῦντες καὶ ζητωκραυγάζοντες.	[1203, 1774, 1482, 1824]
headline: ΧΡΙΣΤΟΥΓΕΝΝΑ	[961, 1420, 1139, 1449]
article-text: Διὰ νὰ ἐπανελθῃ τὸ κατεστραμμένον χωρίον εἰς τὴν προτέραν κατάστασιν ἀπαιτεῖται δαπάνη πολλῶν χιλιάδων.	[326, 1738, 605, 1788]
article-text: Οἱ παρὰ τὴν Καπαδὰ οἰκοῦντες τῶν καλυβῶν χωρικοὶ καταλείφθησαν τὰς οἰκίας καὶ ἀπῆλθον εἰς τὰ πλησιέστερα χωρία.	[326, 2103, 605, 2171]
article-text: ΑΠΟΔΕΙΞΙΣ ὅτι εἰς τὴν ἐποχήν μας εἶναι πολυπληθεῖς οἱ γράφοντες καὶ πολλοὶ οἱ ἀναγνῶσται. Ἡ βασίλισσα Βικτωρία γράφει ἀπομνημονεύματα. Ὁ αὐτοκράτωρ Γουλιέλμος εἶνε ζωγράφος, ποιητής, μουσικός. Καὶ τί δὲν εἶνε; Ἡ αὐτοκράτειρα τῆς Αὐστρίας ἐγείρει ἀνδριάντας εἰς τὸν Ἄϊνε. Ἡ βασίλισσα τῆς Ρουμανίας γράφει μυθιστορήματα. Ἡ βασίλισσα τῆς Πορτογαλλίας φωτογραφεῖ διὰ τῶν ἀκτίνων τοῦ Ρέντγεν τοὺς σκελετοὺς τῶν κυρίων της. Καὶ τί ἄλλο δὲν ποιοῦσιν οἱ βασιλεῖς;	[618, 907, 898, 1133]
article-text: λέει τὸν Ρακίναν πάντοτε.	[924, 645, 1096, 660]
